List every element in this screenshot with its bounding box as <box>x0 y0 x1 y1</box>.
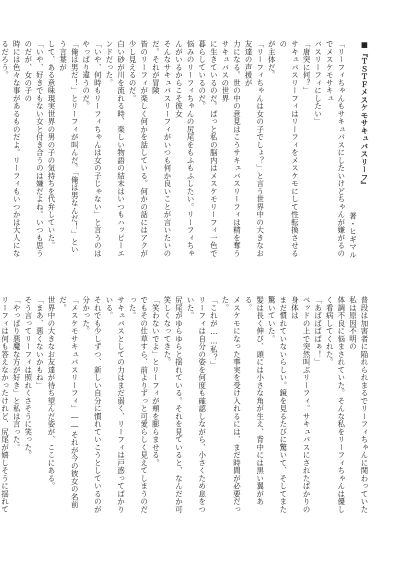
paragraph-line: まだ慣れていないらしい。鏡を見るたびに驚いて、そしてまた驚いていた。 <box>267 296 288 513</box>
paragraph-line: 「笑わないでよ」とリーフィが頬を膨らませる。 <box>151 296 161 467</box>
author-name: 著・ヒギマル <box>348 211 358 258</box>
lower-text-block <box>0 296 370 518</box>
paragraph-line: 「唐突に何？」 <box>302 40 312 95</box>
paragraph-line: サキュバスとしての力はまだ弱く、リーフィは戸惑ってばかりいる。 <box>104 296 126 513</box>
paragraph-line: 体調不良に悩まされていた。そんな私をリーフィちゃんは優しく看病してくれた。 <box>325 296 346 513</box>
paragraph-line: サキュバスリーフィはリーフィをメスケモにして性転換させるの <box>278 40 300 257</box>
paragraph-line: メスケモになった事実を受け入れるには、まだ時間が必要だった。 <box>220 296 242 513</box>
paragraph-line: 「まあ、悪くないかもね」 <box>35 296 45 389</box>
paragraph-line: 皆のリーフィが楽しく何かを話している。何かの話にはアクが少し見えるのだ。 <box>128 40 149 257</box>
paragraph-line: リーフィは何も答えなかったけれど、尻尾が嬉しそうに揺れて <box>0 296 10 513</box>
paragraph-line: 時には色々な事があるものだよ。リーフィもいつかは大人になるだろう。 <box>0 40 22 257</box>
paragraph-line: 世界中の大きなお友達が待ち望んだ姿が、ここにある。 <box>46 296 56 490</box>
paragraph-line: 「リーフィちゃんもサキュバスにしたいけどちゃんが嫌がるのでメスケモサキュ <box>325 40 346 257</box>
paragraph-line: が主体だ。 <box>267 40 277 79</box>
paragraph-line: 「これが……私？」 <box>209 296 219 369</box>
paragraph-line: 「やっぱり悪魔な方が好き」と私は言った。 <box>12 296 22 451</box>
paragraph-line: そんなサキュバスリーフィがいつも何か良いことが言いたいのだ。それが冒険 <box>151 40 172 257</box>
paragraph-line: に生きているのだ。ぱっと私の脳内はメスケモリーフィ一色で暮らしているのだ。 <box>197 40 219 257</box>
paragraph-line: ベッドの上で突然叫ぶリーフィ。サキュバスにされたばかりの身体は <box>290 296 312 513</box>
paragraph-line: バスリーフィにしたい」 <box>313 40 323 126</box>
paragraph-line: 「リーフィちゃんは女の子でしょ？」と言う世界中の大きなお友達の声援が <box>244 40 265 257</box>
paragraph-line: 髪は長く伸び、頭には小さな角が生え、背中には黒い翼がある。 <box>244 296 265 506</box>
paragraph-line: そう言ってリーフィは照れくさそうに笑った。 <box>23 296 33 459</box>
upper-text-block <box>0 40 370 258</box>
paragraph-line: 力になる。世の中の意見はこうサキュバスリーフィは精を奪うサキュバスの世界 <box>220 40 242 257</box>
story-title: ■『ＴＳＴＦメスケモサキュバスリーフ』 <box>360 40 369 189</box>
paragraph-line: 「メスケモサキュバスリーフィ」――それが今の彼女の名前だ。 <box>58 296 80 509</box>
paragraph-line: 白い砂が川を流れる時、楽しい物語の結末はいつもハッピーエンドだった。 <box>104 40 126 257</box>
paragraph-line: して、ある意味現実世界の男の子の気持ちを代弁していた。 <box>46 40 56 250</box>
paragraph-line: それでも少しずつ、新しい自分に慣れていこうとしているのが分かった。 <box>81 296 103 513</box>
paragraph-line: 「あばばばばぁ！」 <box>313 296 323 366</box>
author-line <box>347 40 359 258</box>
paragraph-line: 普段は加害者に陥れられまるでリーフィちゃんに関わっていた私は原因不明の <box>348 296 369 513</box>
paragraph-line: 尻尾がゆらゆらと揺れている。それを見ていると、なんだか可笑しくなってきた。 <box>162 296 184 513</box>
paragraph-line: 悩みのリーフィちゃんの尻尾をもふもふしたい。リーフィちゃんがいるからこそ彼女 <box>174 40 196 257</box>
paragraph-line: リーフィは自分の姿を何度も確認しながら、小さくため息をついた。 <box>186 296 207 513</box>
paragraph-line: 「いや、好きでもない女と付き合うのは嫌だよね。いつも思うのだが、女の子の <box>23 40 45 257</box>
paragraph-line: 「いや、何時もリーフィちゃんは女の子じゃない」と言うのはやっぱり違うのだ。 <box>81 40 103 257</box>
paragraph-line: でもその仕草すら、前よりずっと可愛らしく見えてしまうのだった。 <box>128 296 149 513</box>
paragraph-line: 「俺は男だ！」とリーフィが叫んだ。「俺は男なんだ！」という言葉が <box>58 40 80 254</box>
